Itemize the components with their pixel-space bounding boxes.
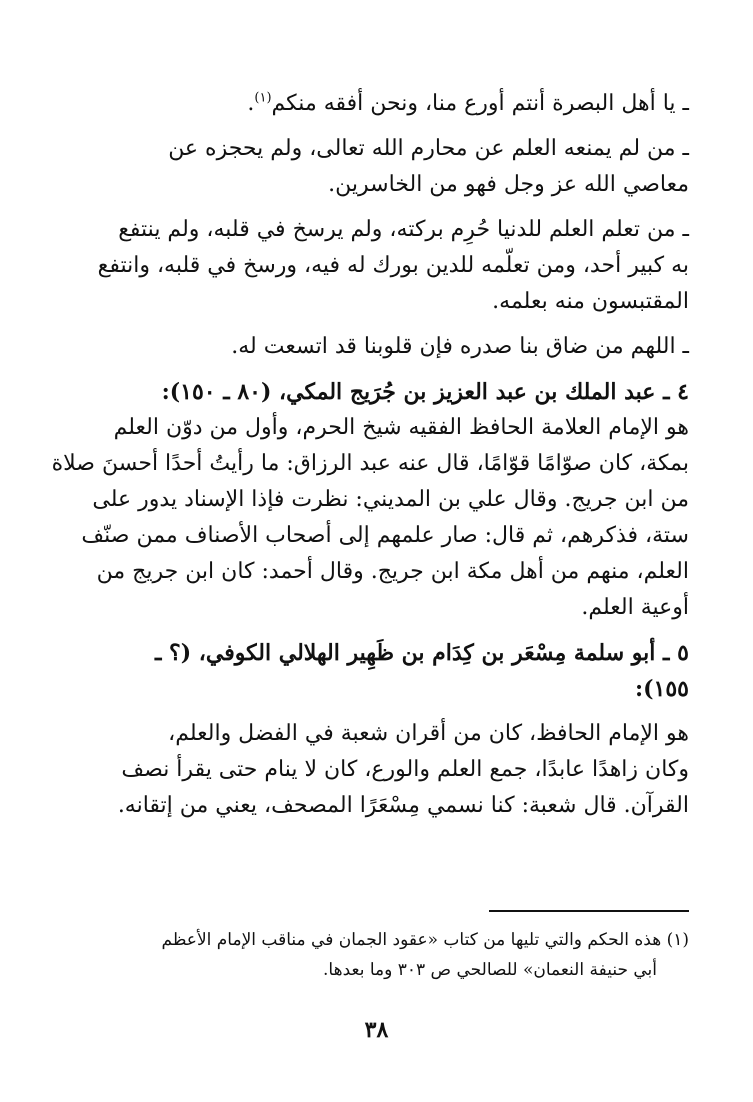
text-line: المقتبسون منه بعلمه. [492,289,689,314]
text-fragment: . [247,91,255,116]
footnote-reference[interactable]: (١) [254,90,272,106]
page-body [51,86,689,824]
text-line: أوعية العلم. [581,595,689,620]
footnotes [63,925,689,985]
saying-paragraph [63,131,689,203]
text-line: بمكة، كان صوّامًا قوّامًا، قال عنه عبد الرزاق: ما رأيتُ أحدًا أحسنَ صلاة [51,451,689,476]
text-line: ـ اللهم من ضاق بنا صدره فإن قلوبنا قد اتسعت له. [231,334,689,359]
heading-line: ١٥٥): [635,676,689,702]
saying-paragraph [63,86,689,122]
page-number: ٣٨ [364,1017,389,1043]
text-fragment: ـ يا أهل البصرة أنتم أورع منا، ونحن أفقه منكم [271,91,689,116]
footnote-divider [489,910,689,912]
saying-paragraph [63,329,689,365]
biography-paragraph [51,410,689,626]
heading-line: ٥ ـ أبو سلمة مِسْعَر بن كِدَام بن ظَهِير الهلالي الكوفي، (؟ ـ [154,640,689,666]
text-line [63,86,689,122]
text-line: من ابن جريج. وقال علي بن المديني: نظرت فإذا الإسناد يدور على [92,487,689,512]
text-line: وكان زاهدًا عابدًا، جمع العلم والورع، كان لا ينام حتى يقرأ نصف [121,757,689,782]
saying-paragraph [63,212,689,320]
biography-paragraph [63,716,689,824]
text-line: هو الإمام الحافظ، كان من أقران شعبة في الفضل والعلم، [168,721,689,746]
footnote-line: (١) هذه الحكم والتي تليها من كتاب «عقود الجمان في مناقب الإمام الأعظم [161,930,689,950]
text-line: ـ من تعلم العلم للدنيا حُرِم بركته، ولم يرسخ في قلبه، ولم ينتفع [118,217,689,242]
text-line: ـ من لم يمنعه العلم عن محارم الله تعالى، ولم يحجزه عن [168,136,689,161]
text-line: ستة، فذكرهم، ثم قال: صار علمهم إلى أصحاب الأصناف ممن صنّف [81,523,689,548]
section-heading: ٤ ـ عبد الملك بن عبد العزيز بن جُرَيج المكي، (٨٠ ـ ١٥٠): [161,379,689,405]
text-line: به كبير أحد، ومن تعلّمه للدين بورك له فيه، ورسخ في قلبه، وانتفع [97,253,689,278]
text-line: معاصي الله عز وجل فهو من الخاسرين. [328,172,689,197]
text-line: هو الإمام العلامة الحافظ الفقيه شيخ الحرم، وأول من دوّن العلم [113,415,689,440]
section-heading [63,635,689,707]
footnote-line: أبي حنيفة النعمان» للصالحي ص ٣٠٣ وما بعدها. [323,960,657,980]
text-line: القرآن. قال شعبة: كنا نسمي مِسْعَرًا المصحف، يعني من إتقانه. [117,793,689,818]
text-line: العلم، منهم من أهل مكة ابن جريج. وقال أحمد: كان ابن جريج من [96,559,689,584]
